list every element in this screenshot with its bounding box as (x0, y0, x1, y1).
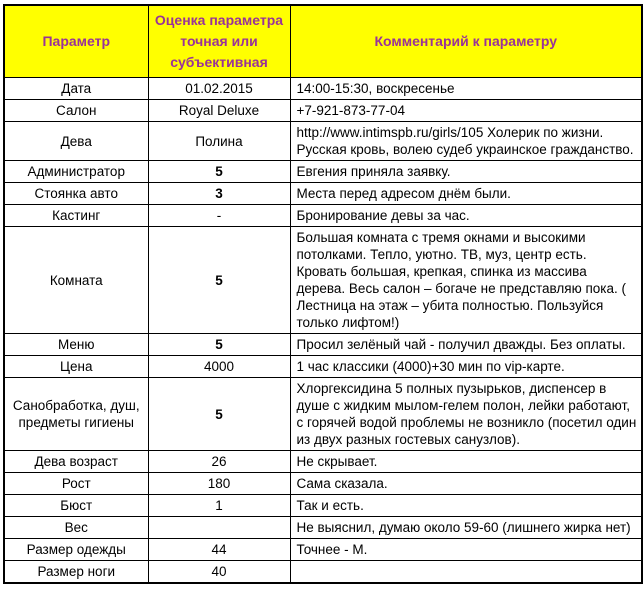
table-row (4, 205, 642, 227)
table-row (4, 495, 642, 517)
table-row (4, 161, 642, 183)
parameter-cell: Бюст (4, 495, 148, 517)
table-row (4, 378, 642, 451)
comment-cell: 14:00-15:30, воскресенье (290, 78, 642, 100)
rating-cell: 44 (148, 539, 290, 561)
parameter-cell: Дата (4, 78, 148, 100)
parameter-cell: Салон (4, 100, 148, 122)
rating-cell: 180 (148, 473, 290, 495)
parameter-cell: Санобработка, душ, предметы гигиены (4, 378, 148, 451)
table-row (4, 561, 642, 584)
parameter-cell: Вес (4, 517, 148, 539)
comment-cell: +7-921-873-77-04 (290, 100, 642, 122)
comment-cell (290, 561, 642, 584)
rating-cell: 1 (148, 495, 290, 517)
parameter-cell: Дева возраст (4, 451, 148, 473)
header-rating: Оценка параметра точная или субъективная (148, 5, 290, 78)
parameter-cell: Размер ноги (4, 561, 148, 584)
rating-cell: 5 (148, 334, 290, 356)
table-row (4, 122, 642, 161)
review-table (3, 4, 643, 584)
parameter-cell: Администратор (4, 161, 148, 183)
comment-cell: Большая комната с тремя окнами и высокими потолками. Тепло, уютно. ТВ, муз, центр есть. Кровать большая, крепкая, спинка из массива дерева. Весь салон – богаче не представляю пока. ( Лестница на этаж – убита полностью. Пользуйся только лифтом!) (290, 227, 642, 334)
parameter-cell: Стоянка авто (4, 183, 148, 205)
table-row (4, 539, 642, 561)
table-row (4, 473, 642, 495)
comment-cell: Места перед адресом днём были. (290, 183, 642, 205)
table-row (4, 334, 642, 356)
rating-cell: - (148, 205, 290, 227)
comment-cell: Так и есть. (290, 495, 642, 517)
header-comment: Комментарий к параметру (290, 5, 642, 78)
table-row (4, 356, 642, 378)
comment-cell: Сама сказала. (290, 473, 642, 495)
comment-cell: Просил зелёный чай - получил дважды. Без оплаты. (290, 334, 642, 356)
parameter-cell: Дева (4, 122, 148, 161)
table-row (4, 517, 642, 539)
table-row (4, 100, 642, 122)
comment-cell: Хлоргексидина 5 полных пузырьков, диспенсер в душе с жидким мылом-гелем полон, лейки работают, с горячей водой проблемы не возникло (посетил один из двух разных гостевых санузлов). (290, 378, 642, 451)
comment-cell: Не скрывает. (290, 451, 642, 473)
parameter-cell: Размер одежды (4, 539, 148, 561)
rating-cell: 40 (148, 561, 290, 584)
table-row (4, 183, 642, 205)
rating-cell: Полина (148, 122, 290, 161)
table-body (4, 78, 642, 584)
comment-cell: http://www.intimspb.ru/girls/105 Холерик по жизни. Русская кровь, волею судеб украинское гражданство. (290, 122, 642, 161)
header-parameter: Параметр (4, 5, 148, 78)
rating-cell: Royal Deluxe (148, 100, 290, 122)
parameter-cell: Комната (4, 227, 148, 334)
comment-cell: Бронирование девы за час. (290, 205, 642, 227)
rating-cell: 5 (148, 161, 290, 183)
rating-cell: 5 (148, 378, 290, 451)
parameter-cell: Меню (4, 334, 148, 356)
rating-cell (148, 517, 290, 539)
table-row (4, 451, 642, 473)
header-row (4, 5, 642, 78)
rating-cell: 26 (148, 451, 290, 473)
rating-cell: 01.02.2015 (148, 78, 290, 100)
parameter-cell: Кастинг (4, 205, 148, 227)
table-row (4, 227, 642, 334)
parameter-cell: Цена (4, 356, 148, 378)
parameter-cell: Рост (4, 473, 148, 495)
comment-cell: Точнее - М. (290, 539, 642, 561)
comment-cell: 1 час классики (4000)+30 мин по vip-карте. (290, 356, 642, 378)
table-row (4, 78, 642, 100)
table-header (4, 5, 642, 78)
comment-cell: Не выяснил, думаю около 59-60 (лишнего жирка нет) (290, 517, 642, 539)
rating-cell: 5 (148, 227, 290, 334)
comment-cell: Евгения приняла заявку. (290, 161, 642, 183)
rating-cell: 3 (148, 183, 290, 205)
rating-cell: 4000 (148, 356, 290, 378)
